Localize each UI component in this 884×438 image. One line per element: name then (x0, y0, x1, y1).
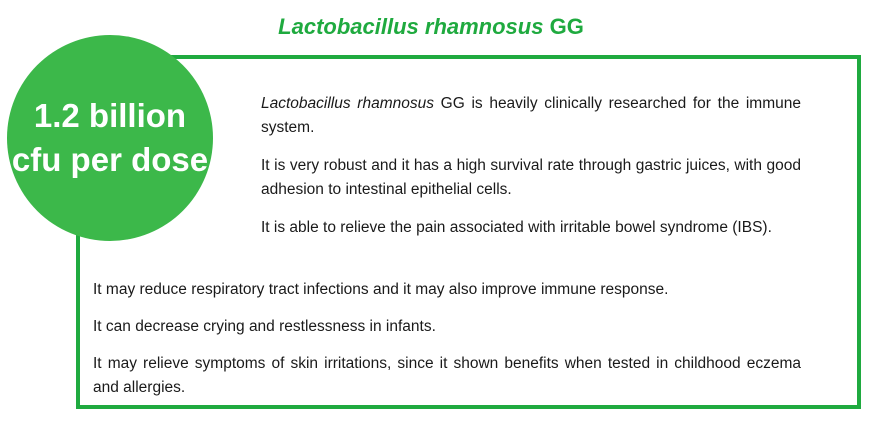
paragraph-research (261, 92, 801, 140)
paragraph-respiratory: It may reduce respiratory tract infections and it may also improve immune response. (93, 281, 669, 298)
title-species: Lactobacillus rhamnosus (278, 14, 544, 39)
dose-amount: 1.2 billion (33, 97, 187, 134)
paragraph-research-text: GG is heavily clinically researched for the immune system. (261, 95, 801, 136)
title-strain: GG (549, 14, 584, 39)
paragraph-skin: It may relieve symptoms of skin irritations, since it shown benefits when tested in childhood eczema and allergies. (93, 355, 801, 396)
dose-unit: cfu per dose (11, 141, 209, 178)
dose-badge (7, 35, 213, 241)
paragraph-research-species: Lactobacillus rhamnosus (261, 95, 434, 112)
paragraph-ibs: It is able to relieve the pain associated with irritable bowel syndrome (IBS). (261, 219, 772, 236)
paragraph-survival: It is very robust and it has a high survival rate through gastric juices, with good adhesion to intestinal epithelial cells. (261, 157, 801, 198)
paragraph-infants: It can decrease crying and restlessness in infants. (93, 318, 436, 335)
